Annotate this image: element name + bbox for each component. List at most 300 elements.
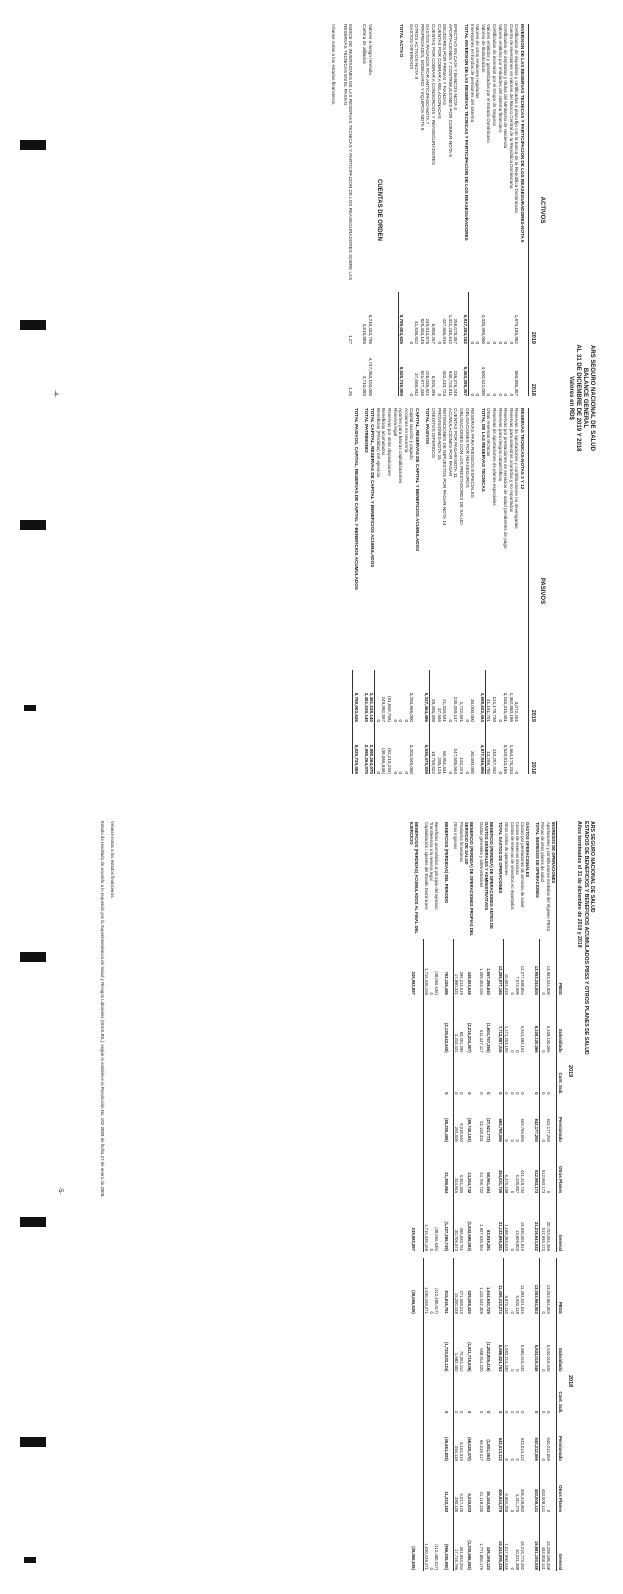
cell-value: 6,235,807 <box>514 1174 520 1194</box>
cell-value: 0 <box>453 1092 459 1095</box>
row-label: EFECTIVO EN CAJA Y BANCOS-NOTA 4 <box>453 24 459 110</box>
statement-row <box>497 24 503 396</box>
row-value-current: 0 <box>469 341 475 344</box>
cell-value: 21,216,644,532 <box>534 1194 540 1252</box>
row-value-current: 0 <box>375 719 381 722</box>
row-value-prior: 0 <box>492 393 498 396</box>
cell-value: 0 <box>458 1411 464 1414</box>
statement-row <box>352 408 359 774</box>
table-row <box>423 821 429 1571</box>
cell-value: 0 <box>458 1092 464 1095</box>
cell-value <box>551 1415 557 1462</box>
row-value-prior: 60,961,631 <box>442 751 448 774</box>
cell-value: (38,066,636) <box>409 1513 423 1571</box>
cell-value: 0 <box>443 1373 453 1415</box>
row-value-current: 41,836,922 <box>414 321 420 344</box>
cell-value <box>429 1054 434 1096</box>
row-value-current: 0 <box>497 719 503 722</box>
table-row <box>464 821 478 1571</box>
cell-value: 13,909,803 <box>514 1229 520 1251</box>
row-value-prior: 0 <box>514 771 520 774</box>
cell-value: 0 <box>540 1458 546 1461</box>
row-value-current: 437,666,915 <box>442 318 448 344</box>
cell-value: 19,228,185,408 <box>545 1540 551 1570</box>
cell-value: 280,130 <box>453 1497 459 1513</box>
row-value-prior: 402,410,723 <box>442 370 448 396</box>
cell-value: 542,013,112 <box>519 1437 525 1461</box>
row-label: Cartera de afiliados <box>361 24 367 64</box>
statement-row <box>424 408 431 774</box>
cell-value: 13,953,344,000 <box>545 965 551 995</box>
row-label: ACUMULACIONES POR PAGAR <box>447 408 453 477</box>
cell-value: 1,644,640,729 <box>486 1287 492 1314</box>
cell-value: 1,982,400 <box>453 1352 459 1372</box>
cell-value: 0 <box>509 1248 515 1251</box>
table-row <box>509 821 514 1571</box>
cell-value: 6,017,420 <box>458 1493 464 1513</box>
table-row <box>546 821 551 1571</box>
statement-row <box>409 408 415 774</box>
row-value-current: 4,035,990,000 <box>480 314 486 344</box>
cell-value: 10,604,310 <box>504 973 510 995</box>
cell-value: 314,816 <box>453 1178 459 1194</box>
cell-value: 1,030,449,371 <box>423 1543 429 1570</box>
row-label: Reservas de aportaciones de planes especiales <box>492 408 498 506</box>
statement-row <box>447 24 453 396</box>
row-value-current: 121,178,730 <box>492 696 498 722</box>
row-value-current: 41,181,701 <box>486 699 492 722</box>
row-label: Reservas por otras disposiciones <box>386 408 392 476</box>
row-value-prior: 5,035,475,839 <box>424 722 431 774</box>
row-label: Capitalización / aportes del Estado Dominicano <box>423 822 429 910</box>
cell-value: 41,118,230 <box>478 1491 484 1513</box>
cell-value: (89,740,104) <box>466 1118 472 1142</box>
row-value-current: 5,337,464,486 <box>424 670 431 722</box>
cell-value: 0 <box>509 1458 515 1461</box>
cell-value: 1,115,632,309 <box>478 1287 484 1314</box>
row-value-prior: 132,224 <box>459 757 465 774</box>
year-prior-label: 2018 <box>567 1375 573 1388</box>
row-label: OBLIGACIONES CON LOS PRESTADORES DE SALUD <box>459 408 465 525</box>
cell-value: 0 <box>486 1411 492 1414</box>
row-label: TOTAL DE LAS RESERVAS TECNICAS <box>480 408 486 492</box>
row-label: CREDITOS DIFERIDOS <box>431 408 437 458</box>
regulatory-footnote: Estado de resultado de acuerdo a lo requerido por la Superintendencia de Salud y Riesgos Laborales (SISALRIL), según lo establece la Resolución No. 182-2009 de fecha 27 de enero de 2009. <box>100 821 105 1198</box>
row-label: Reserva legal <box>392 408 398 437</box>
row-value-prior: 147,505,564 <box>453 748 459 774</box>
statement-row <box>403 408 409 774</box>
row-value-prior: 4,877,846,896 <box>479 722 486 774</box>
company-name: ARS SEGURO NACIONAL DE SALUD <box>589 345 595 451</box>
cell-value: 46,163,863 <box>486 1491 492 1513</box>
cell-value: 0 <box>509 1190 515 1194</box>
cell-value: 512,993,173 <box>540 1169 546 1194</box>
row-value-current: 3,072,201 <box>514 701 520 722</box>
row-label: Valores a riesgo retenido <box>367 24 373 75</box>
row-value-current: 3,293,966,000 <box>409 692 415 722</box>
row-value-prior: 18,759,822 <box>431 751 437 774</box>
cell-value: 12,295,977,160 <box>498 939 504 996</box>
row-value-current: 825,363,145 <box>419 318 425 344</box>
cell-value: 58,961,464 <box>486 1172 492 1194</box>
cell-value: 611,447,117 <box>478 1029 484 1053</box>
scan-edge-mark <box>24 1557 36 1563</box>
cell-value: 1,715,335,169 <box>423 1224 429 1251</box>
column-header: Cont. Sub. <box>557 1373 564 1415</box>
cell-value <box>423 1415 429 1462</box>
table-row <box>540 821 546 1571</box>
row-label: Primas de otros planes de salud <box>540 822 546 882</box>
statement-row <box>375 408 381 774</box>
row-value-current: 0 <box>508 341 514 344</box>
statement-period: Años terminados el 31 de diciembre de 2019 y 2018 <box>576 821 583 948</box>
cell-value: 0 <box>534 1054 540 1096</box>
cell-value: 0 <box>514 1092 520 1095</box>
cell-value <box>551 996 557 1054</box>
cell-value <box>409 1096 423 1143</box>
cell-value: 12,277,698,854 <box>519 965 525 995</box>
row-value-prior: 1,664,176,234 <box>508 744 514 774</box>
statement-row <box>414 24 420 396</box>
row-label: Gastos generales y administrativos <box>478 822 484 888</box>
cell-value: 13,053,954,003 <box>534 1258 540 1315</box>
table-row <box>409 821 423 1571</box>
row-label: CUENTAS POR PAGAR-NOTA 11 <box>453 408 459 478</box>
cell-value: 2,210,431 <box>453 1033 459 1053</box>
cell-value: 1,927,635,364 <box>478 1224 484 1251</box>
row-value-prior: 0 <box>503 393 509 396</box>
row-label: GASTOS OPERACIONALES <box>525 822 531 878</box>
notes-reference: Véanse notas a los estados financieros. <box>331 24 337 106</box>
row-label: INVERSION DE LAS RESERVAS TECNICAS Y PARTICIPACION DE LOS REASEGURADORES-NOTA 5 <box>520 24 525 243</box>
cell-value: (27,621,773) <box>486 1118 492 1142</box>
cell-value: 669,799,066 <box>498 1096 504 1143</box>
cell-value <box>525 996 534 1054</box>
row-value-prior: 0 <box>375 771 381 774</box>
row-label: TOTAL PATRIMONIO <box>363 408 369 453</box>
statement-row <box>479 408 486 774</box>
row-label: Reservas para siniestros ocurridos y no reportados <box>508 408 514 512</box>
cell-value: 20,703,651,359 <box>545 1221 551 1251</box>
cell-value: 0 <box>514 1369 520 1372</box>
cell-value: 6,108,130,066 <box>534 996 540 1054</box>
row-value-prior: 0 <box>398 771 404 774</box>
row-label: Otras reservas técnicas <box>486 408 492 457</box>
row-value-prior: 0 <box>497 771 503 774</box>
liabilities-rows <box>352 408 525 774</box>
row-value-current: 1,362,880,186 <box>508 692 514 722</box>
cell-value: 0 <box>540 1139 546 1142</box>
liabilities-year-header <box>528 408 536 774</box>
cell-value: 5,634,019,346 <box>545 1344 551 1372</box>
cell-value: 11,343,183 <box>443 1462 453 1513</box>
row-label: PROPIEDADES, MOBILIARIO Y EQUIPOS-NOTA 8 <box>419 24 425 131</box>
cell-value: 9,872,110 <box>504 1295 510 1314</box>
column-header: PBSS <box>557 939 564 996</box>
cell-value: 1,017,990,646 <box>504 1543 510 1570</box>
cell-value: 296,212,519 <box>458 971 464 995</box>
row-label: TOTAL PASIVOS, CAPITAL, RESERVAS DE CAPITAL Y BENEFICIOS ACUMULADOS <box>353 408 359 590</box>
cell-value: 8,104,519 <box>458 1442 464 1461</box>
cell-value: 0 <box>504 1139 510 1142</box>
row-value-prior: (38,066,636) <box>381 747 387 774</box>
row-label: RESERVAS TECNICAS-NOTAS 3 Y 12 <box>520 408 525 490</box>
liabilities-title: PASIVOS <box>539 577 545 605</box>
income-statement-table <box>409 821 563 1571</box>
cell-value <box>525 1415 534 1462</box>
cell-value: 0 <box>545 1092 551 1095</box>
cell-value: 0 <box>545 1509 551 1513</box>
column-header: Pensionado <box>557 1415 564 1462</box>
row-label: Reservas para riesgos catastróficos <box>497 408 503 482</box>
row-label: BENEFICIOS (PERDIDAS) ACUMULADOS AL FINAL DEL EJERCICIO <box>409 822 420 934</box>
cell-value <box>409 1054 423 1096</box>
cell-value: 642,177,293 <box>534 1096 540 1143</box>
table-row <box>525 821 534 1571</box>
row-value-prior: 0 <box>508 393 514 396</box>
cell-value: 62,118,331 <box>478 1121 484 1142</box>
cell-value <box>525 939 534 996</box>
cell-value: (38,066,636) <box>409 1258 423 1315</box>
row-label: Aportaciones y contribuciones recibidas del régimen PBSS <box>545 822 551 932</box>
cell-value <box>525 1143 534 1194</box>
row-label: TOTAL PASIVOS <box>425 408 431 445</box>
cell-value: 0 <box>509 1050 515 1053</box>
cell-value: 0 <box>504 1458 510 1461</box>
row-value-current: 30,000,000 <box>470 699 476 722</box>
row-label: PROVISIONES-NOTA 15 <box>436 408 442 460</box>
statement-title: BALANCE GENERAL <box>582 367 588 429</box>
cell-value: 1,171,203,155 <box>504 1025 510 1053</box>
cell-value: 0 <box>514 1411 520 1414</box>
row-value-prior: 0 <box>469 393 475 396</box>
row-label: Inversiones en fondos de pensiones del sistema <box>469 24 475 123</box>
cell-value: 10,231,388 <box>514 1549 520 1570</box>
row-value-current: 4,818,886 <box>361 323 367 344</box>
memo-accounts-title: CUENTAS DE ORDEN <box>375 179 382 241</box>
cell-value: (1,843,686,083) <box>466 1221 472 1251</box>
cell-value: 540,212,059 <box>545 1437 551 1461</box>
cell-value: (38,066,636) <box>434 971 440 995</box>
scan-edge-mark <box>24 705 36 711</box>
cell-value: (1,335,686,053) <box>466 1540 472 1570</box>
row-label: Costos de reservas de siniestros no reportados <box>509 822 515 910</box>
cell-value <box>551 1315 557 1373</box>
row-value-current: 8,789,003,626 <box>352 670 359 722</box>
cell-value <box>551 1462 557 1513</box>
cell-value: 0 <box>514 1458 520 1461</box>
row-value-current: 37,946 <box>436 707 442 722</box>
row-label: Reservas de aportaciones y contribuciones no devengadas <box>514 408 520 529</box>
row-value-current: 0 <box>497 341 503 344</box>
cell-value: 512,993,173 <box>540 1227 546 1251</box>
cell-value: 0 <box>509 1139 515 1142</box>
cell-value: 6,541,684,161 <box>519 1025 525 1053</box>
row-value-prior: 1.25 <box>348 387 354 396</box>
row-label: Otros costos de operaciones <box>504 822 510 876</box>
row-value-current: 4,988,622,454 <box>479 670 486 722</box>
assets-title: ACTIVOS <box>539 196 545 224</box>
row-value-prior: 930,723,911 <box>447 370 453 396</box>
row-value-prior: 110,257,932 <box>492 748 498 774</box>
row-value-current: 0 <box>486 341 492 344</box>
row-value-prior: 8,025,739,909 <box>398 344 405 396</box>
row-value-prior: 226,036,921 <box>425 370 431 396</box>
row-label: Certificados de inversión por el Grupo de Seguros <box>492 24 498 126</box>
year-current-label: 2019 <box>567 1065 573 1078</box>
cell-value: 0 <box>509 992 515 995</box>
cell-value: 0 <box>509 1567 515 1570</box>
cell-value: (1,427,285,749) <box>443 1194 453 1252</box>
cell-value: 0 <box>498 1373 504 1415</box>
table-row <box>515 821 520 1571</box>
cell-value: 0 <box>486 1092 492 1095</box>
table-row <box>453 821 459 1571</box>
cell-value: 6,886,824,762 <box>498 1315 504 1373</box>
row-value-current: 0 <box>408 341 414 344</box>
cell-value: 19,930,501,815 <box>519 1221 525 1251</box>
row-label: Costos de reservas técnicas <box>514 822 520 875</box>
row-value-current: 5,917,284,182 <box>462 292 469 344</box>
cell-value: 44,706,722 <box>478 1172 484 1194</box>
cell-value <box>409 1315 423 1373</box>
statement-row <box>363 408 369 774</box>
row-value-prior: 0 <box>408 393 414 396</box>
statement-row <box>398 408 404 774</box>
cell-value: 0 <box>453 1411 459 1414</box>
column-header: General <box>557 1513 564 1571</box>
statement-row <box>497 408 503 774</box>
statement-row <box>491 24 497 396</box>
cell-value <box>525 1315 534 1373</box>
column-header: Otros Planes <box>557 1462 564 1513</box>
cell-value: 448,003,646 <box>466 971 472 995</box>
cell-value: (956,035,990) <box>443 1513 453 1571</box>
column-header: Cont. Sub. <box>557 1054 564 1096</box>
row-label: BENEFICIO (PERDIDA) DE OPERACIONES ANTES DE GASTOS GENERALES Y ADMINISTRATIVOS <box>483 822 494 929</box>
row-value-current: 1,021,235,612 <box>447 314 453 344</box>
row-value-prior: 4,747,063,103,005 <box>367 357 373 396</box>
table-header-row <box>557 821 564 1571</box>
balance-sheet-header <box>567 188 595 608</box>
row-value-prior: 13,288,786 <box>486 751 492 774</box>
cell-value: 529,008,420 <box>466 1290 472 1314</box>
statement-row <box>480 24 486 396</box>
cell-value: (49,661,833) <box>443 1415 453 1462</box>
page-number: -4- <box>52 390 58 398</box>
statement-row <box>453 24 459 396</box>
cell-value: 453,008,141 <box>540 1546 546 1570</box>
row-label: INGRESOS DE OPERACIONES <box>551 822 556 884</box>
cell-value <box>525 1096 534 1143</box>
statement-row <box>508 408 514 774</box>
row-value-current: 3,451,539,140 <box>363 692 369 722</box>
cell-value: 441,319,734 <box>519 1169 525 1194</box>
cell-value: 762,106,486 <box>443 939 453 996</box>
statement-row <box>503 408 509 774</box>
row-label: Productos financieros <box>458 822 464 863</box>
cell-value <box>551 1258 557 1315</box>
row-value-prior: 0 <box>464 771 470 774</box>
column-header: Subsidiado <box>557 1315 564 1373</box>
statement-row <box>436 408 442 774</box>
row-label: Beneficios (Pérdidas) del ejercicio <box>375 408 381 478</box>
cell-value: 1,030,449,371 <box>423 1287 429 1314</box>
cell-value <box>551 1054 557 1096</box>
cell-value <box>434 1415 443 1462</box>
row-label: OTROS ACTIVOS-NOTA 9 <box>414 24 420 80</box>
statement-row <box>514 24 520 396</box>
table-row <box>459 821 464 1571</box>
cell-value: 249,982,897 <box>409 939 423 996</box>
cell-value: 0 <box>466 1092 472 1095</box>
cell-value: 6,476,168 <box>504 1174 510 1194</box>
row-label: BENEFICIO (PERDIDA) DE OPERACIONES PROPIAS DEL SERVICIO DE SALUD <box>464 822 475 937</box>
cell-value: 0 <box>534 1373 540 1415</box>
column-header: Otros Planes <box>557 1143 564 1194</box>
cell-value: 0 <box>514 1050 520 1053</box>
cell-value <box>423 1096 429 1143</box>
table-row <box>429 821 434 1571</box>
row-value-current: 258,078,357 <box>453 318 459 344</box>
cell-value <box>423 1373 429 1415</box>
row-value-current: 3,451,539,140 <box>369 670 376 722</box>
table-row <box>434 821 443 1571</box>
statement-row <box>408 24 414 396</box>
cell-value: 540,212,059 <box>534 1415 540 1462</box>
statement-row <box>414 408 420 774</box>
cell-value: 642,177,293 <box>545 1118 551 1142</box>
cell-value: (2,216,204,367) <box>466 1023 472 1053</box>
row-value-prior: 0 <box>497 393 503 396</box>
cell-value: 0 <box>509 1311 515 1314</box>
cell-value <box>409 1415 423 1462</box>
cell-value: 669,799,066 <box>519 1118 525 1142</box>
cell-value <box>551 1373 557 1415</box>
cell-value <box>551 1143 557 1194</box>
cell-value <box>434 996 443 1054</box>
row-label: Otros ingresos <box>453 822 459 850</box>
cell-value: 1,771,884,176 <box>478 1543 484 1570</box>
row-label: Costos por prestaciones de servicios de salud <box>519 822 525 908</box>
cell-value: 0 <box>509 1369 515 1372</box>
table-row <box>478 821 483 1571</box>
table-row <box>504 821 510 1571</box>
statement-row <box>442 408 448 774</box>
cell-value: 76,204,112 <box>458 1350 464 1372</box>
cell-value <box>525 1258 534 1315</box>
cell-value: 0 <box>514 1139 520 1142</box>
row-label: Certificados de depósitos y títulos del Ministerio de Hacienda <box>503 24 509 149</box>
cell-value: (58,020,470) <box>466 1437 472 1461</box>
liabilities-column <box>352 408 545 774</box>
cell-value: 512,993,173 <box>534 1143 540 1194</box>
cell-value: 436,198,123 <box>486 1546 492 1570</box>
cell-value: 4,311,270 <box>514 1493 520 1513</box>
cell-value <box>434 1462 443 1513</box>
cell-value: 5,045,633 <box>466 1493 472 1513</box>
cell-value: 5,634,019,346 <box>534 1315 540 1373</box>
row-label: Valores emitidos por entidades del sistema financiero <box>497 24 503 133</box>
table-row <box>498 821 504 1571</box>
row-value-current: 0 <box>398 719 404 722</box>
cell-value: 0 <box>540 1369 546 1372</box>
year-current: 2019 <box>530 331 536 344</box>
cell-value: 17,890,321 <box>453 973 459 995</box>
cell-value <box>525 1462 534 1513</box>
row-value-current: 0 <box>503 341 509 344</box>
row-value-prior: 860,886,357 <box>514 370 520 396</box>
